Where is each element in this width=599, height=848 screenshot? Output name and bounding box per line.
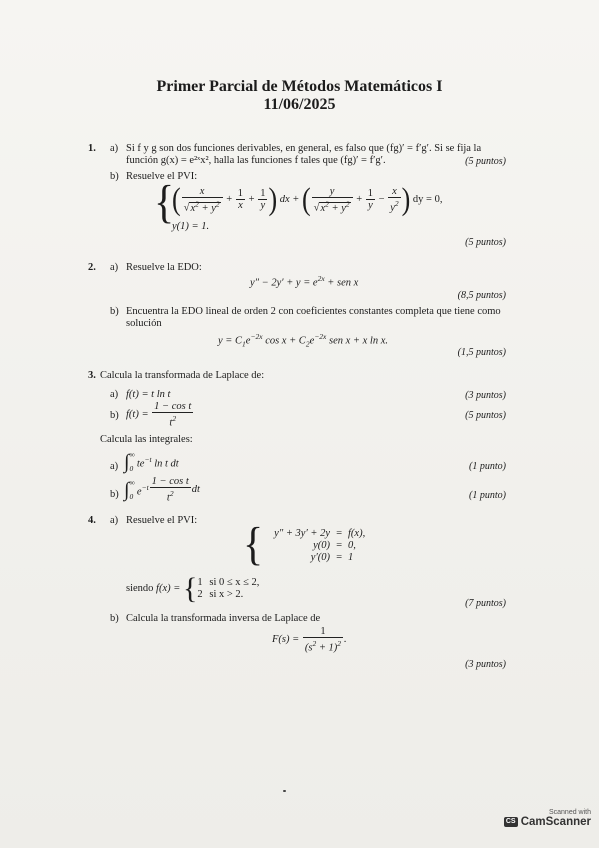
- q2a-equation: $y'' - 2y' + y = e^{2x}$ + sen x: [250, 274, 359, 289]
- q2b-label: b): [110, 306, 119, 317]
- scan-speck: [283, 790, 286, 792]
- q1-number: 1.: [88, 143, 96, 154]
- q4b-points: (3 puntos): [465, 659, 506, 670]
- q3-intro2: Calcula las integrales:: [100, 434, 193, 445]
- q3c-integral: ∫ ∞ 0 $te^{-t}$ ln t dt: [124, 450, 179, 473]
- q3d-points: (1 punto): [469, 490, 506, 501]
- camscanner-brand: CamScanner: [520, 816, 591, 828]
- q4b-text: Calcula la transformada inversa de Laplace de: [126, 613, 321, 624]
- camscanner-logo-icon: CS: [504, 817, 518, 827]
- q1b-initial-condition: y(1) = 1.: [172, 221, 210, 232]
- q4a-label: a): [110, 515, 119, 526]
- scanned-with-text: Scanned with: [548, 809, 591, 816]
- q1b-label: b): [110, 171, 119, 182]
- q4a-system-brace: {: [243, 519, 264, 571]
- q4a-piecewise: siendo f(x) = { 1 si 0 ≤ x ≤ 2, 2 si x > 2.: [126, 572, 260, 605]
- q2a-text: Resuelve la EDO:: [126, 262, 202, 273]
- q3b-label: b): [110, 410, 119, 421]
- exam-date: 11/06/2025: [263, 96, 336, 113]
- q3d-integral: ∫ ∞ 0 $e^{-t}$ $\frac{\text{1 − cos t}}{t^2}$ dt: [124, 476, 200, 504]
- q2b-solution-equation: $y = C_1e^{-2x}$ $\cos x + C_2e^{-2x}$ sen x + x ln x.: [218, 332, 388, 349]
- q1b-equation: ( $\frac{x}{√x^2 + y^2}$ + $\frac{1}{x}$ + $\frac{1}{y}$ ) dx + ( $\frac{y}{√x^2 + y^2}$ + $\frac{1}{y}$ − $\frac{x}{y^2}$ ) dy = 0,: [172, 182, 443, 218]
- q1b-points: (5 puntos): [465, 237, 506, 248]
- q1a-points: (5 puntos): [465, 156, 506, 167]
- q4b-label: b): [110, 613, 119, 624]
- q4a-case2-condition: si x > 2.: [209, 589, 244, 600]
- q1b-system-brace: {: [154, 177, 175, 229]
- q3b-function: f(t) = $\frac{\text{1 − cos t}}{t^2}$: [126, 401, 192, 429]
- q4-number: 4.: [88, 515, 96, 526]
- q2b-points: (1,5 puntos): [457, 347, 506, 358]
- q3b-points: (5 puntos): [465, 410, 506, 421]
- q2-number: 2.: [88, 262, 96, 273]
- q4a-case1-condition: si 0 ≤ x ≤ 2,: [209, 577, 260, 588]
- q3a-points: (3 puntos): [465, 390, 506, 401]
- q1a-label: a): [110, 143, 119, 154]
- q3c-label: a): [110, 461, 119, 472]
- q3a-function: f(t) = t ln t: [126, 389, 171, 400]
- q3-intro: Calcula la transformada de Laplace de:: [100, 370, 265, 381]
- q1b-text: Resuelve el PVI:: [126, 171, 198, 182]
- q3d-label: b): [110, 489, 119, 500]
- q1b-equation-end: dy = 0,: [412, 194, 443, 206]
- q4a-text: Resuelve el PVI:: [126, 515, 198, 526]
- q2a-points: (8,5 puntos): [457, 290, 506, 301]
- q4a-points: (7 puntos): [465, 598, 506, 609]
- q3c-points: (1 punto): [469, 461, 506, 472]
- exam-title: Primer Parcial de Métodos Matemáticos I: [156, 78, 443, 95]
- q2b-text-line2: solución: [126, 318, 162, 329]
- q4a-siendo: siendo: [126, 583, 154, 594]
- q2b-text-line1: Encuentra la EDO lineal de orden 2 con coeficientes constantes completa que tiene como: [126, 306, 501, 317]
- q3a-label: a): [110, 389, 119, 400]
- q2a-label: a): [110, 262, 119, 273]
- camscanner-watermark: [503, 809, 591, 839]
- q3-number: 3.: [88, 370, 96, 381]
- q4a-system: y″ + 3y′ + 2y = f(x), y(0) = 0, y′(0) = 1: [274, 528, 366, 563]
- q1a-text-line1: Si f y g son dos funciones derivables, en general, es falso que (fg)′ = f′g′. Si se fija la: [126, 143, 482, 154]
- q4b-function: F(s) = $\frac{1}{(s^2 + 1)^2}$ .: [272, 626, 347, 654]
- q1a-text-line2: función g(x) = e²ˣx², halla las funciones f tales que (fg)′ = f′g′.: [126, 155, 386, 166]
